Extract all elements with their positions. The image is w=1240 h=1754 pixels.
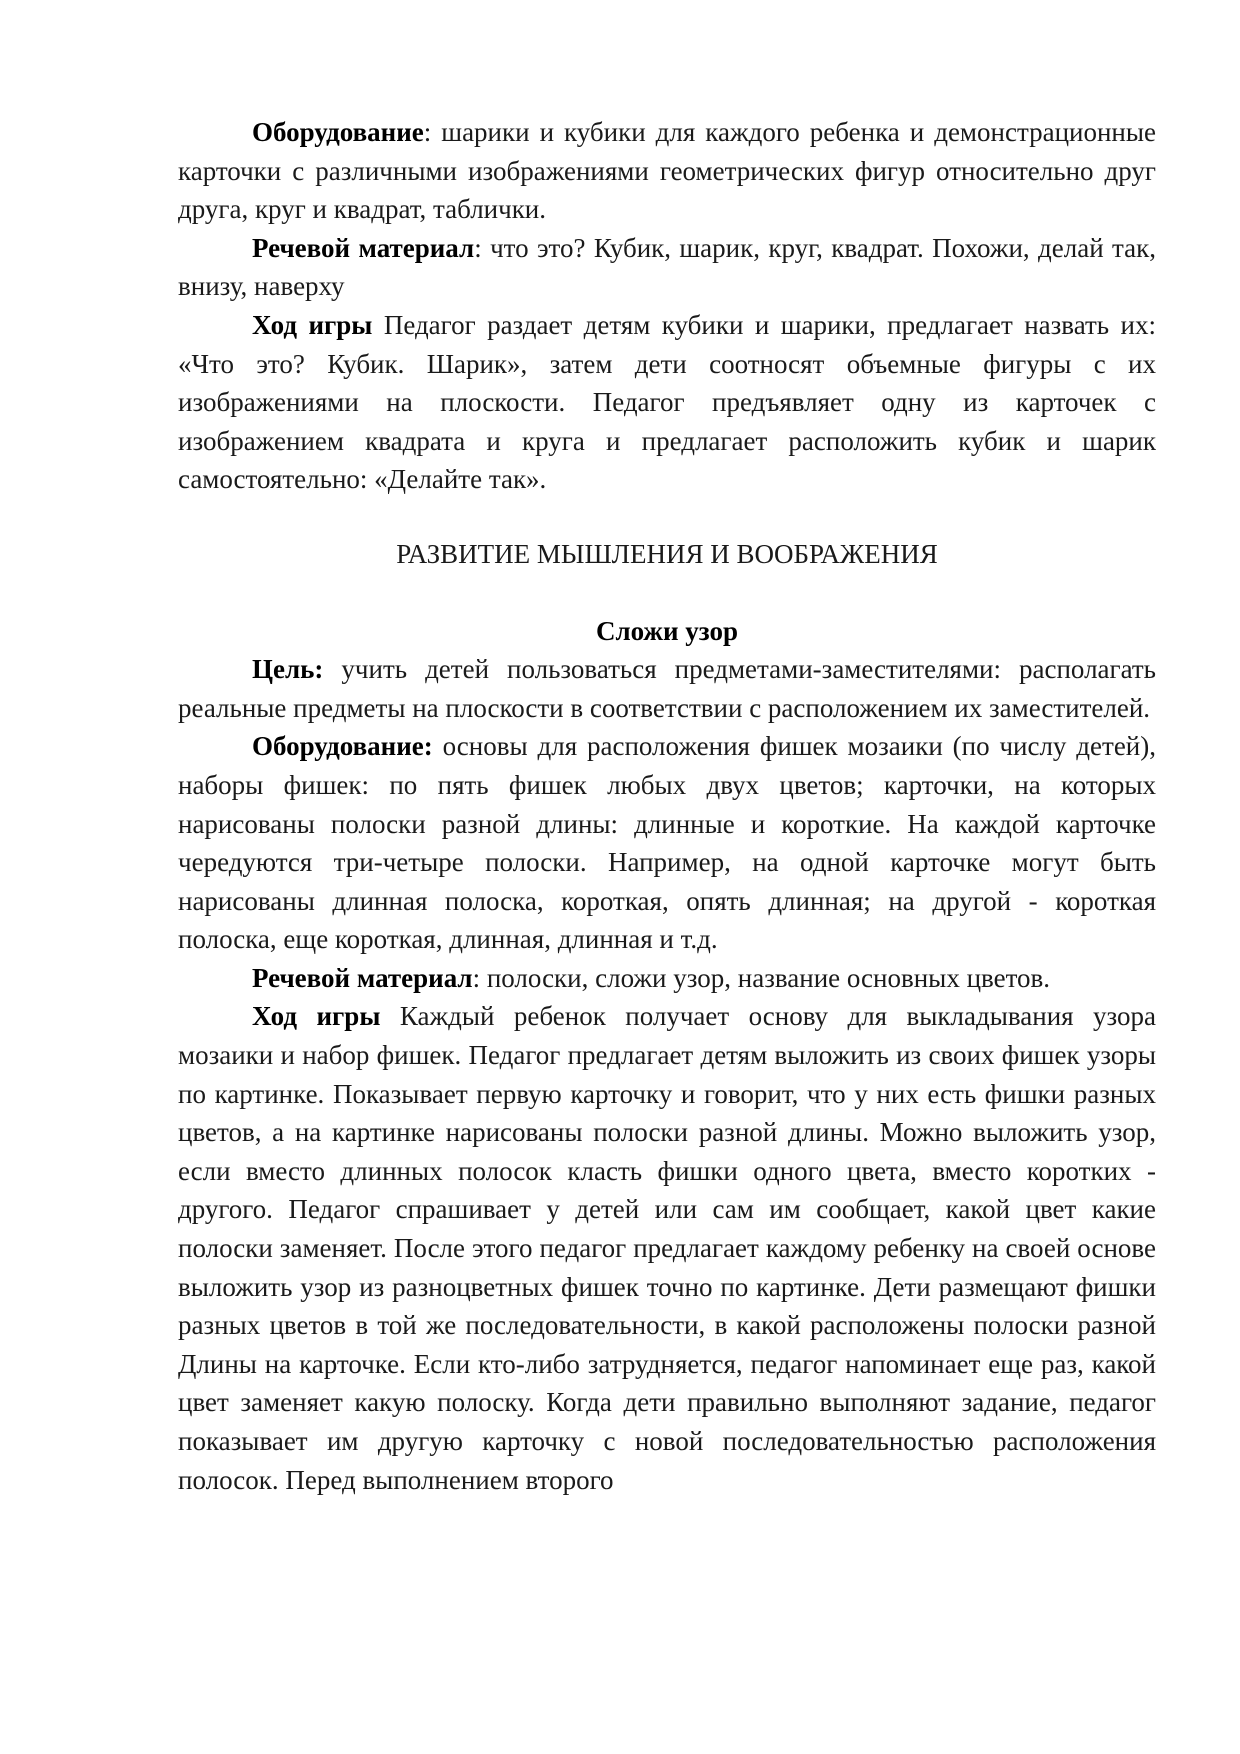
equipment-text: : шарики и кубики для каждого ребенка и демонстрационные карточки с различными изображениями геометрических фигур относительно друг друга, круг и квадрат, таблички. — [178, 117, 1156, 225]
game-course-label: Ход игры — [252, 309, 373, 340]
speech-material-paragraph — [178, 229, 1156, 306]
goal-paragraph — [178, 650, 1156, 727]
goal-label: Цель: — [252, 654, 324, 685]
game-equipment-paragraph — [178, 727, 1156, 959]
game-course-label-2: Ход игры — [252, 1001, 381, 1032]
equipment-paragraph — [178, 113, 1156, 229]
game-equipment-text: основы для расположения фишек мозаики (по числу детей), наборы фишек: по пять фишек любых двух цветов; карточки, на которых нарисованы полоски разной длины: длинные и короткие. На каждой карточке чередуются три-четыре полоски. Например, на одной карточке могут быть нарисованы длинная полоска, короткая, опять длинная; на другой - короткая полоска, еще короткая, длинная, длинная и т.д. — [178, 731, 1156, 955]
game-course-paragraph — [178, 306, 1156, 499]
game-equipment-label: Оборудование: — [252, 731, 433, 762]
game-title: Сложи узор — [595, 615, 739, 646]
document-page — [178, 113, 1156, 1499]
goal-text: учить детей пользоваться предметами-заместителями: располагать реальные предметы на плоскости в соответствии с расположением их заместителей. — [178, 654, 1156, 723]
game-course-paragraph-2 — [178, 997, 1156, 1499]
game-speech-material-paragraph — [178, 959, 1156, 998]
speech-material-text: : что это? Кубик, шарик, круг, квадрат. Похожи, делай так, внизу, наверху — [178, 232, 1156, 302]
game-course-text-2: Каждый ребенок получает основу для выкладывания узора мозаики и набор фишек. Педагог предлагает детям выложить из своих фишек узоры по картинке. Показывает первую карточку и говорит, что у них есть фишки разных цветов, а на картинке нарисованы полоски разной длины. Можно выложить узор, если вместо длинных полосок класть фишки одного цвета, вместо коротких - другого. Педагог спрашивает у детей или сам им сообщает, какой цвет какие полоски заменяет. После этого педагог предлагает каждому ребенку на своей основе выложить узор из разноцветных фишек точно по картинке. Дети размещают фишки разных цветов в той же последовательности, в какой расположены полоски разной Длины на карточке. Если кто-либо затрудняется, педагог напоминает еще раз, какой цвет заменяет какую полоску. Когда дети правильно выполняют задание, педагог показывает им другую карточку с новой последовательностью расположения полосок. Перед выполнением второго — [178, 1001, 1156, 1495]
equipment-label: Оборудование — [252, 117, 424, 147]
speech-material-label: Речевой материал — [252, 232, 475, 263]
game-speech-material-text: : полоски, сложи узор, название основных цветов. — [472, 962, 1051, 993]
section-title: РАЗВИТИЕ МЫШЛЕНИЯ И ВООБРАЖЕНИЯ — [396, 538, 938, 569]
game-speech-material-label: Речевой материал — [252, 962, 473, 993]
game-course-text: Педагог раздает детям кубики и шарики, предлагает назвать их: «Что это? Кубик. Шарик», затем дети соотносят объемные фигуры с их изображениями на плоскости. Педагог предъявляет одну из карточек с изображением квадрата и круга и предлагает расположить кубик и шарик самостоятельно: «Делайте так». — [178, 309, 1156, 495]
